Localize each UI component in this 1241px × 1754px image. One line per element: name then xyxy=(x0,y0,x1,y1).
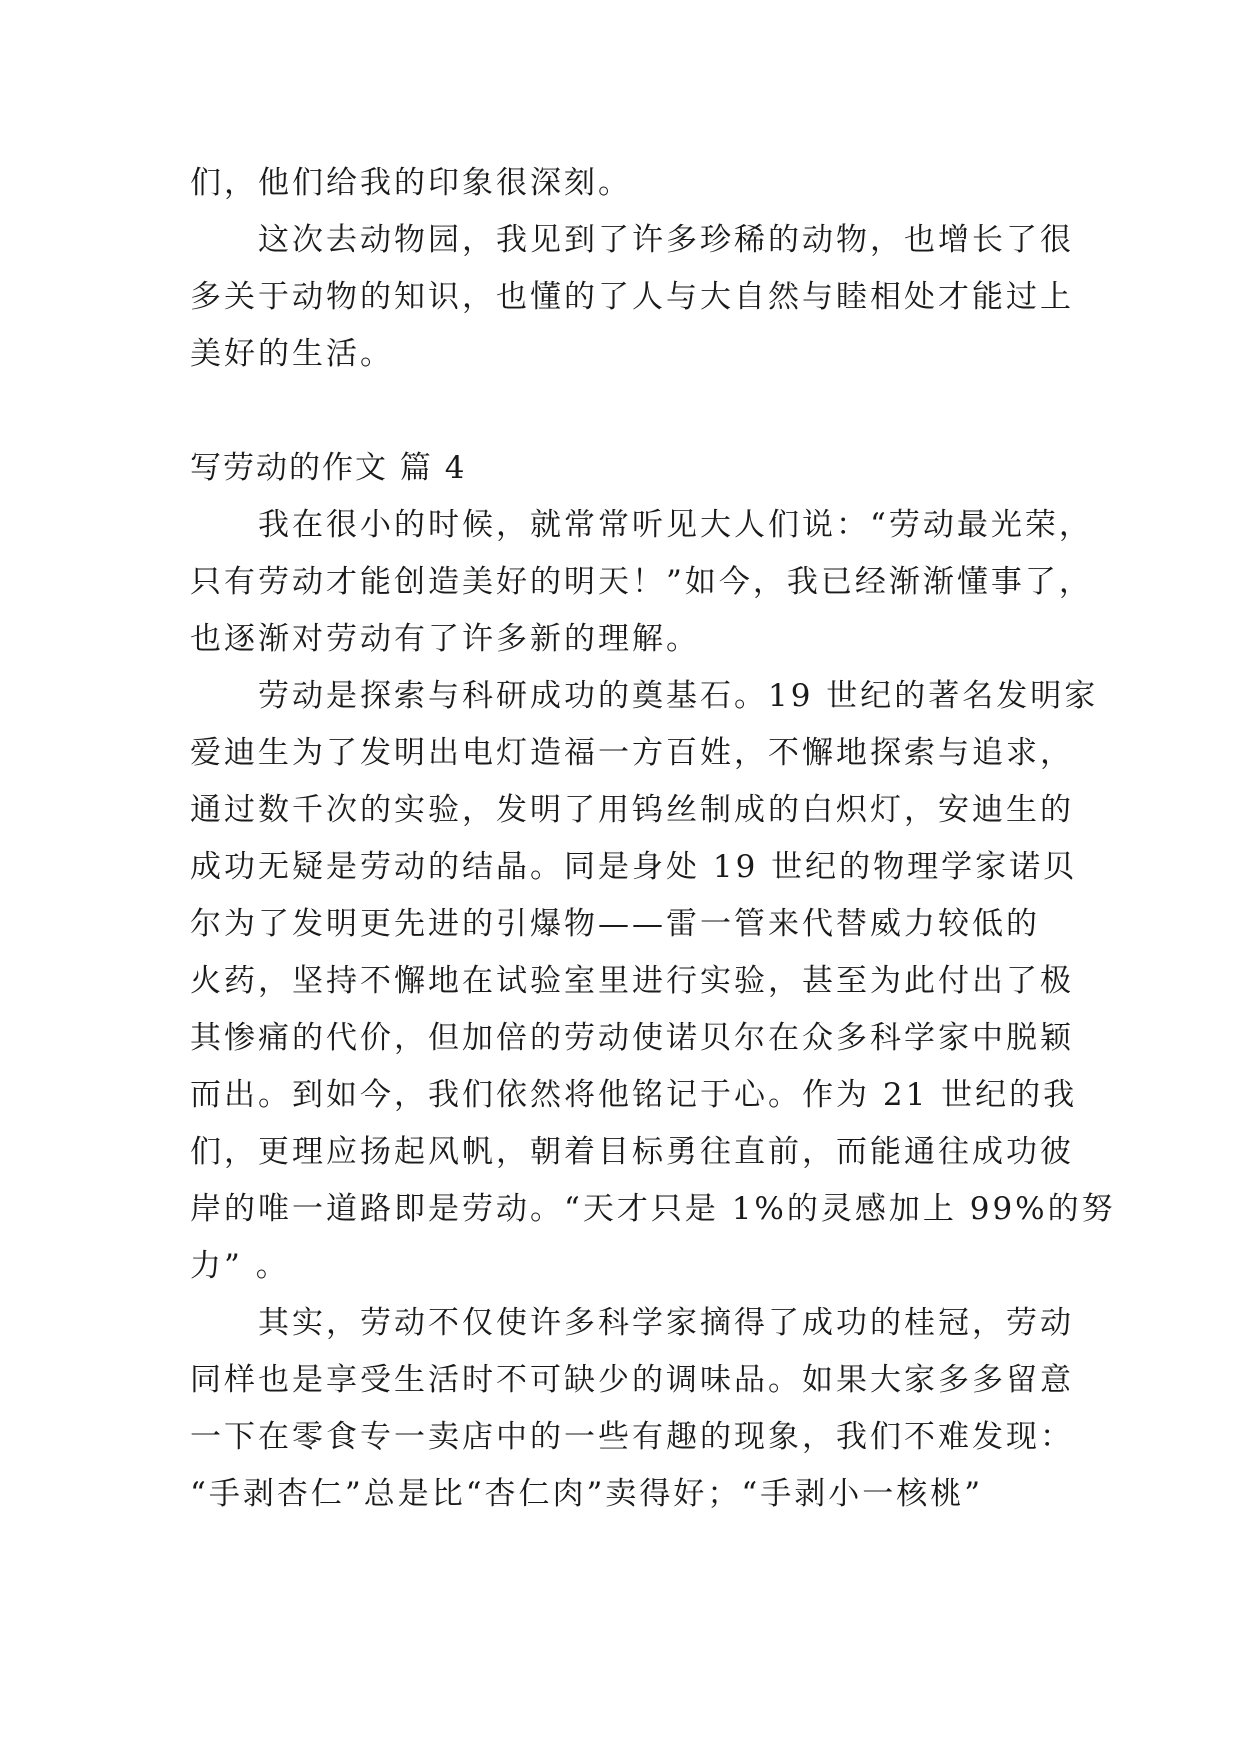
paragraph-line: 这次去动物园，我见到了许多珍稀的动物，也增长了很 xyxy=(190,222,1074,258)
paragraph-line: 只有劳动才能创造美好的明天！”如今，我已经渐渐懂事了， xyxy=(190,564,1093,600)
paragraph-line: 爱迪生为了发明出电灯造福一方百姓，不懈地探索与追求， xyxy=(190,735,1074,771)
paragraph-line: 而出。到如今，我们依然将他铭记于心。作为 21 世纪的我 xyxy=(190,1077,1078,1113)
paragraph-line: 们，他们给我的印象很深刻。 xyxy=(190,165,632,201)
paragraph-line: 其惨痛的代价，但加倍的劳动使诺贝尔在众多科学家中脱颖 xyxy=(190,1020,1074,1056)
paragraph-line: 其实，劳动不仅使许多科学家摘得了成功的桂冠，劳动 xyxy=(190,1305,1074,1341)
paragraph-line: 尔为了发明更先进的引爆物——雷一管来代替威力较低的 xyxy=(190,906,1040,942)
paragraph-line: 美好的生活。 xyxy=(190,336,394,372)
paragraph-line: 们，更理应扬起风帆，朝着目标勇往直前，而能通往成功彼 xyxy=(190,1134,1074,1170)
paragraph-line: 一下在零食专一卖店中的一些有趣的现象，我们不难发现： xyxy=(190,1419,1074,1455)
section-heading: 写劳动的作文 篇 4 xyxy=(190,450,467,486)
paragraph-line: 多关于动物的知识，也懂的了人与大自然与睦相处才能过上 xyxy=(190,279,1074,315)
paragraph-line: 同样也是享受生活时不可缺少的调味品。如果大家多多留意 xyxy=(190,1362,1074,1398)
paragraph-line: 岸的唯一道路即是劳动。“天才只是 1%的灵感加上 99%的努 xyxy=(190,1191,1116,1227)
paragraph-line: 成功无疑是劳动的结晶。同是身处 19 世纪的物理学家诺贝 xyxy=(190,849,1078,885)
paragraph-line: 劳动是探索与科研成功的奠基石。19 世纪的著名发明家 xyxy=(190,678,1099,714)
paragraph-line: 通过数千次的实验，发明了用钨丝制成的白炽灯，安迪生的 xyxy=(190,792,1074,828)
paragraph-line: “手剥杏仁”总是比“杏仁肉”卖得好；“手剥小一核桃” xyxy=(190,1476,984,1512)
paragraph-line: 我在很小的时候，就常常听见大人们说：“劳动最光荣， xyxy=(190,507,1093,543)
paragraph-line: 力” 。 xyxy=(190,1248,290,1284)
paragraph-line: 也逐渐对劳动有了许多新的理解。 xyxy=(190,621,700,657)
paragraph-line: 火药，坚持不懈地在试验室里进行实验，甚至为此付出了极 xyxy=(190,963,1074,999)
